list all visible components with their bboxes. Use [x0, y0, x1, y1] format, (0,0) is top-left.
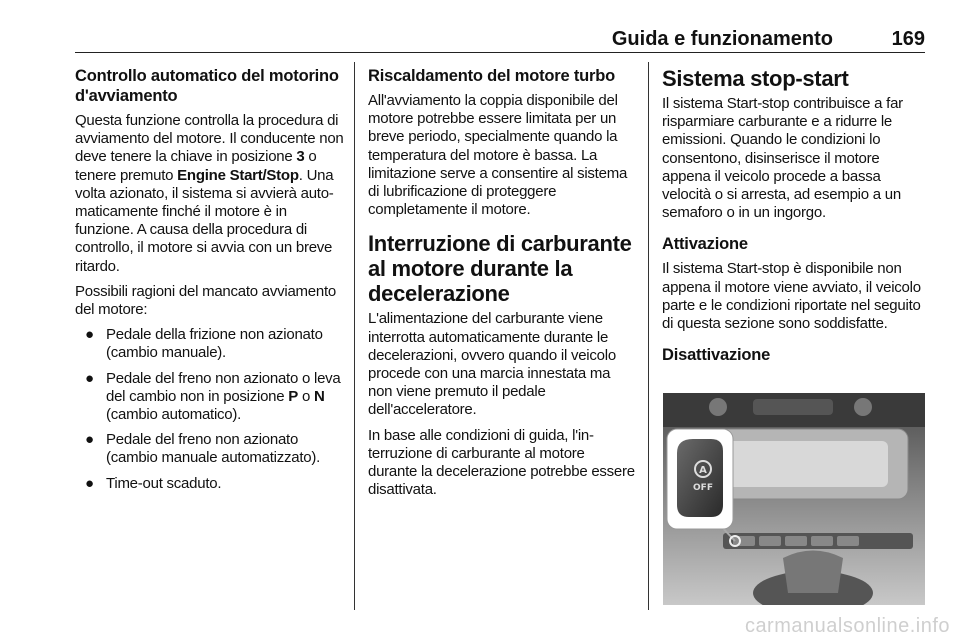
off-label: OFF: [693, 483, 713, 493]
reasons-list: [75, 326, 347, 493]
heading-stop-start: Sistema stop-start: [662, 66, 849, 91]
paragraph: Possibili ragioni del mancato avviamento del motore:: [75, 282, 336, 319]
list-item: [75, 475, 347, 493]
heading-fuel-cutoff: Interruzione di carburante al motore durante la decelerazione: [368, 231, 632, 307]
text: Pedale del freno non azionato (cambio manuale automatizzato).: [106, 431, 321, 467]
paragraph: Il sistema Start-stop contribuisce a far risparmiare carburante e a ridurre le emissioni. Quando le condizioni lo consentono, disinserisce il motore appena il veicolo procede a bassa velocità o si arresta, ad esempio a un semaforo o in un ingorgo.: [662, 95, 903, 222]
console-photo: [663, 393, 925, 605]
list-item: [75, 431, 347, 467]
column-1: [75, 66, 347, 500]
text: o: [298, 387, 314, 405]
key-position: 3: [296, 148, 305, 166]
watermark: carmanualsonline.info: [744, 615, 950, 637]
gear-p: P: [288, 387, 299, 405]
text: Pedale del freno non azionato o leva del cambio non in posizione: [106, 369, 341, 405]
column-divider: [354, 62, 355, 610]
bullet: ●: [85, 326, 94, 344]
paragraph: All'avviamento la coppia disponibile del motore potrebbe essere limitata per un breve periodo, specialmente quando la temperatura del motore è bassa. La limitazione serve a consentire al sistema di lubrificazione di proteggere completamente il motore.: [368, 92, 628, 219]
page-header: [75, 26, 925, 53]
heading-auto-starter: Controllo automatico del motorino d'avviamento: [75, 67, 339, 105]
column-2: [368, 66, 636, 506]
column-3: [662, 66, 930, 371]
bullet: ●: [85, 474, 94, 492]
page-number: 169: [891, 28, 925, 50]
subheading-deactivation: Disattivazione: [662, 346, 771, 365]
text: . Una volta azionato, il sistema si avvierà automaticamente finché il motore è in funzione. A causa della procedura di controllo, il motore si avvia con un breve ritardo.: [75, 166, 334, 275]
text: Pedale della frizione non azionato (cambio manuale).: [106, 326, 323, 362]
auto-stop-symbol: A: [699, 465, 707, 476]
list-item: [75, 370, 347, 425]
column-divider: [648, 62, 649, 610]
heading-turbo-warmup: Riscaldamento del motore turbo: [368, 67, 616, 85]
text: o tenere premuto: [75, 148, 317, 184]
text: Questa funzione controlla la procedura di avviamento del motore. Il conducente non deve tenere la chiave in posizione: [75, 112, 344, 166]
bullet: ●: [85, 369, 94, 387]
bullet: ●: [85, 431, 94, 449]
text: (cambio automatico).: [106, 406, 242, 424]
paragraph: Il sistema Start-stop è disponibile non appena il motore viene avviato, il veicolo parte e le condizioni riportate nel seguito di questa sezione sono soddisfatte.: [662, 260, 921, 333]
gear-n: N: [314, 387, 325, 405]
paragraph: L'alimentazione del carburante viene interrotta automaticamente durante le decelerazioni, ovvero quando il veicolo procede con una marcia innestata ma non viene premuto il pedale dell'acceleratore.: [368, 310, 616, 419]
paragraph: [75, 112, 347, 276]
paragraph: In base alle condizioni di guida, l'interruzione di carburante al motore durante la decelerazione potrebbe essere disattivata.: [368, 426, 635, 499]
button-name: Engine Start/Stop: [177, 166, 299, 184]
list-item: [75, 326, 347, 362]
text: Time-out scaduto.: [106, 474, 222, 492]
subheading-activation: Attivazione: [662, 235, 748, 254]
section-title: Guida e funzionamento: [611, 28, 833, 50]
